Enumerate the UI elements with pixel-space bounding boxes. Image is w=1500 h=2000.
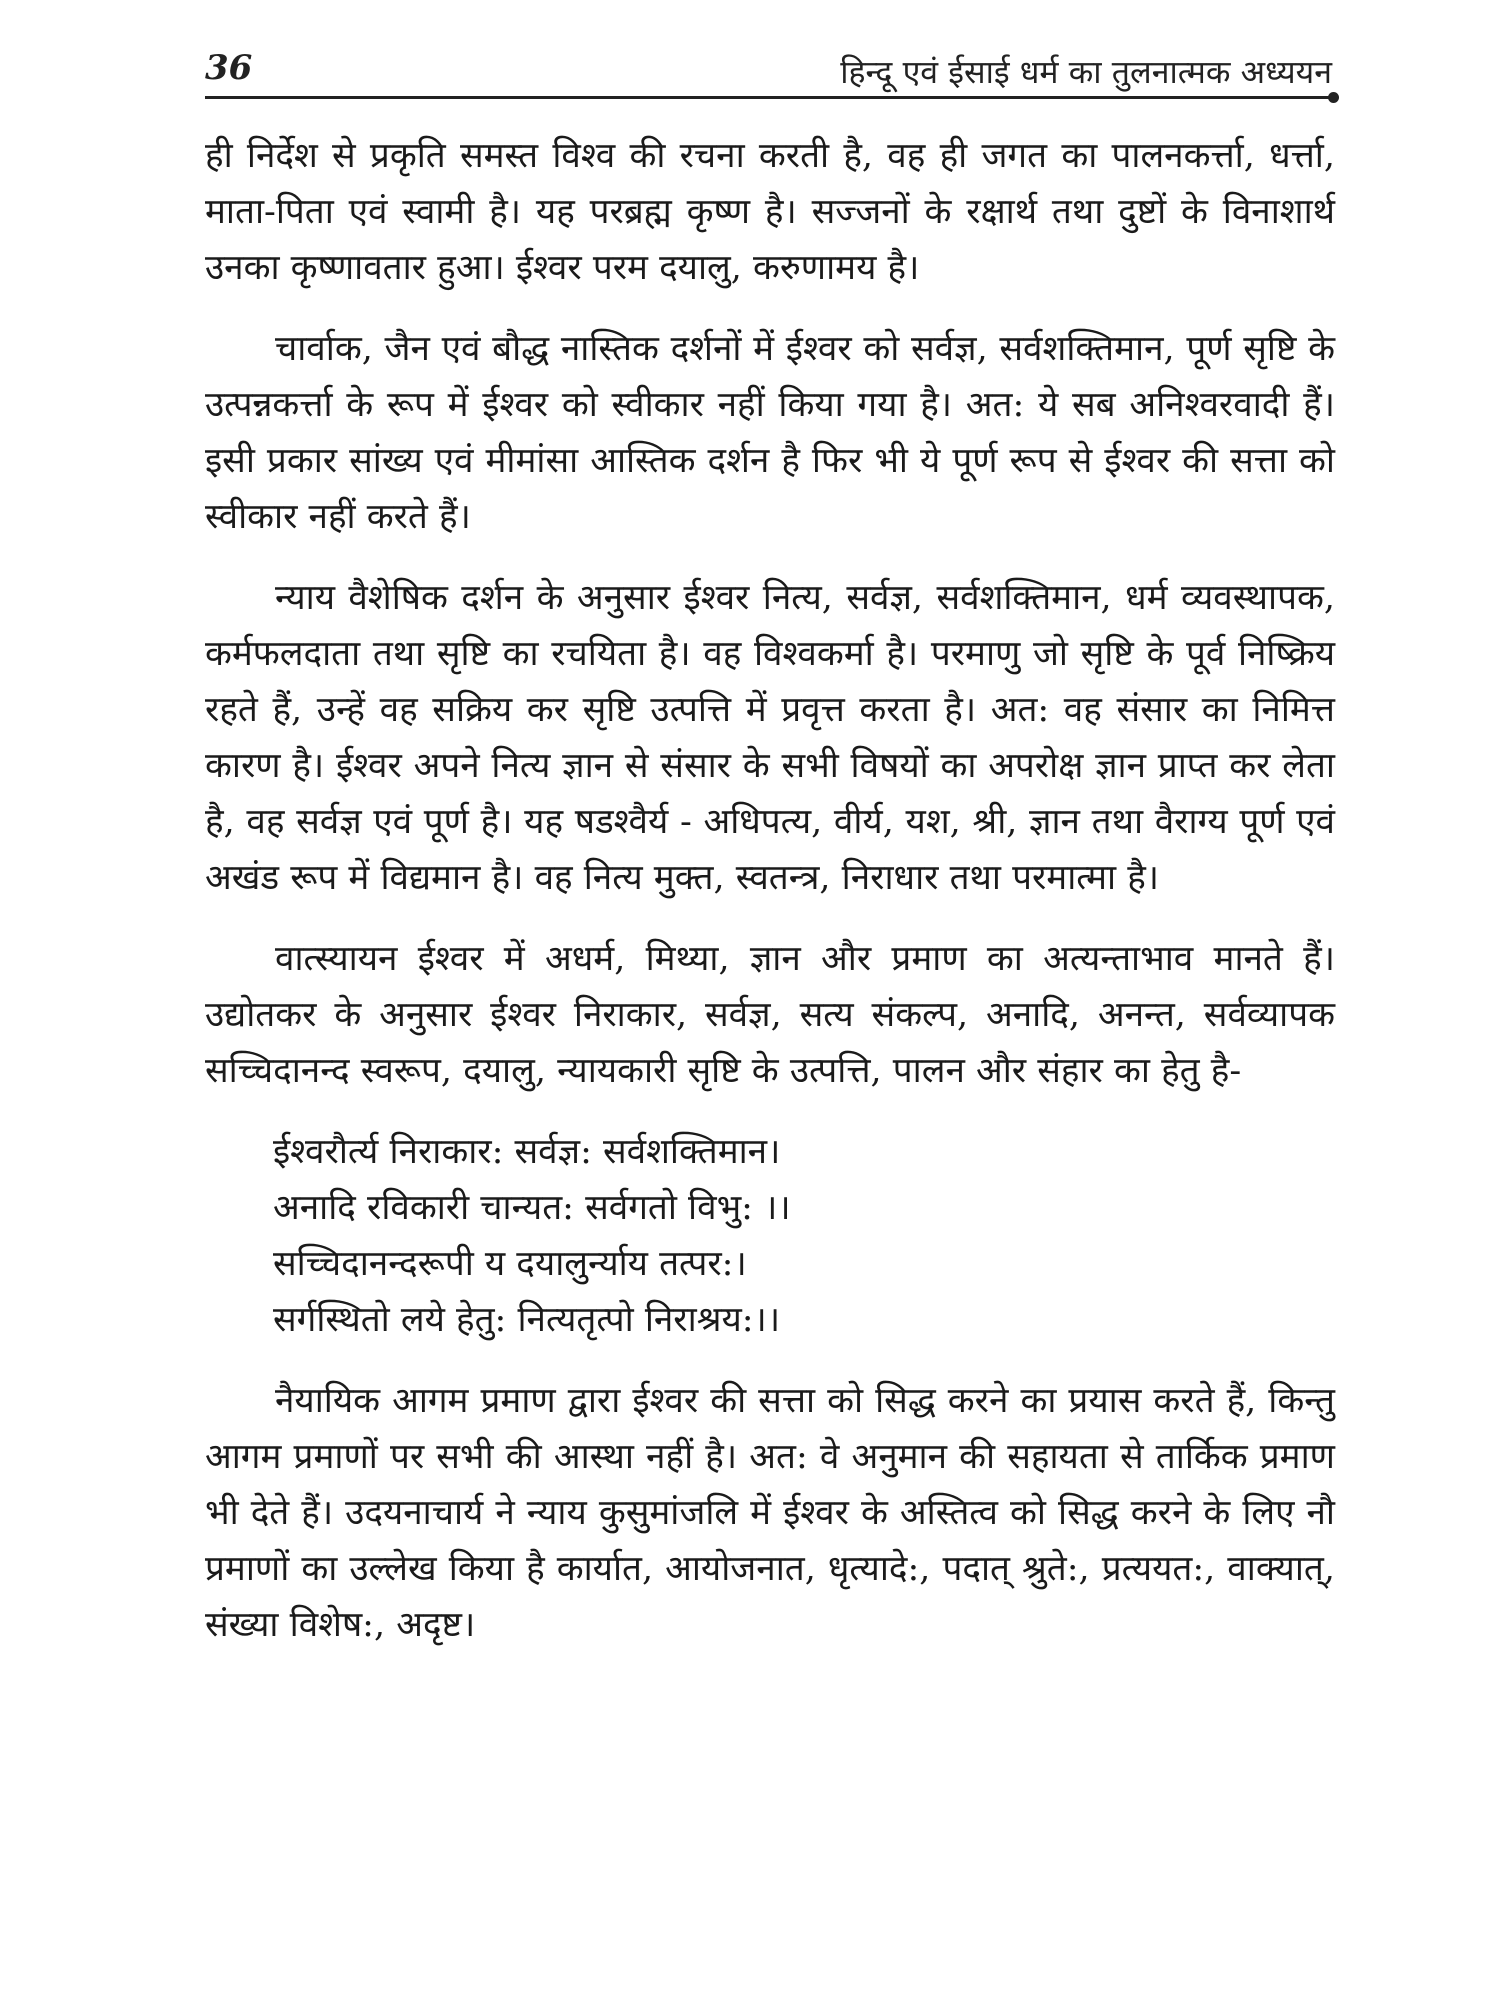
header-divider-dot	[1328, 92, 1339, 103]
verse-line-3: सच्चिदानन्दरूपी य दयालुर्न्याय तत्पर:।	[273, 1244, 747, 1284]
page-body	[205, 128, 1335, 1678]
paragraph-4: वात्स्यायन ईश्वर में अधर्म, मिथ्या, ज्ञान और प्रमाण का अत्यन्ताभाव मानते हैं। उद्योतकर के अनुसार ईश्वर निराकार, सर्वज्ञ, सत्य संकल्प, अनादि, अनन्त, सर्वव्यापक सच्चिदानन्द स्वरूप, दयालु, न्यायकारी सृष्टि के उत्पत्ति, पालन और संहार का हेतु है-	[205, 939, 1335, 1091]
header-divider	[205, 96, 1333, 99]
verse-line-2: अनादि रविकारी चान्यत: सर्वगतो विभु: ।।	[273, 1188, 791, 1228]
sanskrit-verse	[273, 1124, 1335, 1348]
page-header	[205, 48, 1340, 98]
verse-line-1: ईश्वरौर्त्य निराकार: सर्वज्ञ: सर्वशक्तिमान।	[273, 1132, 781, 1172]
page-number: 36	[205, 48, 253, 88]
paragraph-2: चार्वाक, जैन एवं बौद्ध नास्तिक दर्शनों में ईश्वर को सर्वज्ञ, सर्वशक्तिमान, पूर्ण सृष्टि के उत्पन्नकर्त्ता के रूप में ईश्वर को स्वीकार नहीं किया गया है। अत: ये सब अनिश्वरवादी हैं। इसी प्रकार सांख्य एवं मीमांसा आस्तिक दर्शन है फिर भी ये पूर्ण रूप से ईश्वर की सत्ता को स्वीकार नहीं करते हैं।	[205, 329, 1335, 537]
paragraph-5: नैयायिक आगम प्रमाण द्वारा ईश्वर की सत्ता को सिद्ध करने का प्रयास करते हैं, किन्तु आगम प्रमाणों पर सभी की आस्था नहीं है। अत: वे अनुमान की सहायता से तार्किक प्रमाण भी देते हैं। उदयनाचार्य ने न्याय कुसुमांजलि में ईश्वर के अस्तित्व को सिद्ध करने के लिए नौ प्रमाणों का उल्लेख किया है कार्यात, आयोजनात, धृत्यादे:, पदात् श्रुते:, प्रत्ययत:, वाक्यात्, संख्या विशेष:, अदृष्ट।	[205, 1381, 1335, 1645]
verse-line-4: सर्गस्थितो लये हेतु: नित्यतृत्पो निराश्रय:।।	[273, 1300, 781, 1340]
paragraph-3: न्याय वैशेषिक दर्शन के अनुसार ईश्वर नित्य, सर्वज्ञ, सर्वशक्तिमान, धर्म व्यवस्थापक, कर्मफलदाता तथा सृष्टि का रचयिता है। वह विश्वकर्मा है। परमाणु जो सृष्टि के पूर्व निष्क्रिय रहते हैं, उन्हें वह सक्रिय कर सृष्टि उत्पत्ति में प्रवृत्त करता है। अत: वह संसार का निमित्त कारण है। ईश्वर अपने नित्य ज्ञान से संसार के सभी विषयों का अपरोक्ष ज्ञान प्राप्त कर लेता है, वह सर्वज्ञ एवं पूर्ण है। यह षडश्वैर्य - अधिपत्य, वीर्य, यश, श्री, ज्ञान तथा वैराग्य पूर्ण एवं अखंड रूप में विद्यमान है। वह नित्य मुक्त, स्वतन्त्र, निराधार तथा परमात्मा है।	[205, 578, 1335, 898]
paragraph-1: ही निर्देश से प्रकृति समस्त विश्व की रचना करती है, वह ही जगत का पालनकर्त्ता, धर्त्ता, माता-पिता एवं स्वामी है। यह परब्रह्म कृष्ण है। सज्जनों के रक्षार्थ तथा दुष्टों के विनाशार्थ उनका कृष्णावतार हुआ। ईश्वर परम दयालु, करुणामय है।	[205, 136, 1335, 288]
running-title: हिन्दू एवं ईसाई धर्म का तुलनात्मक अध्ययन	[840, 53, 1332, 91]
